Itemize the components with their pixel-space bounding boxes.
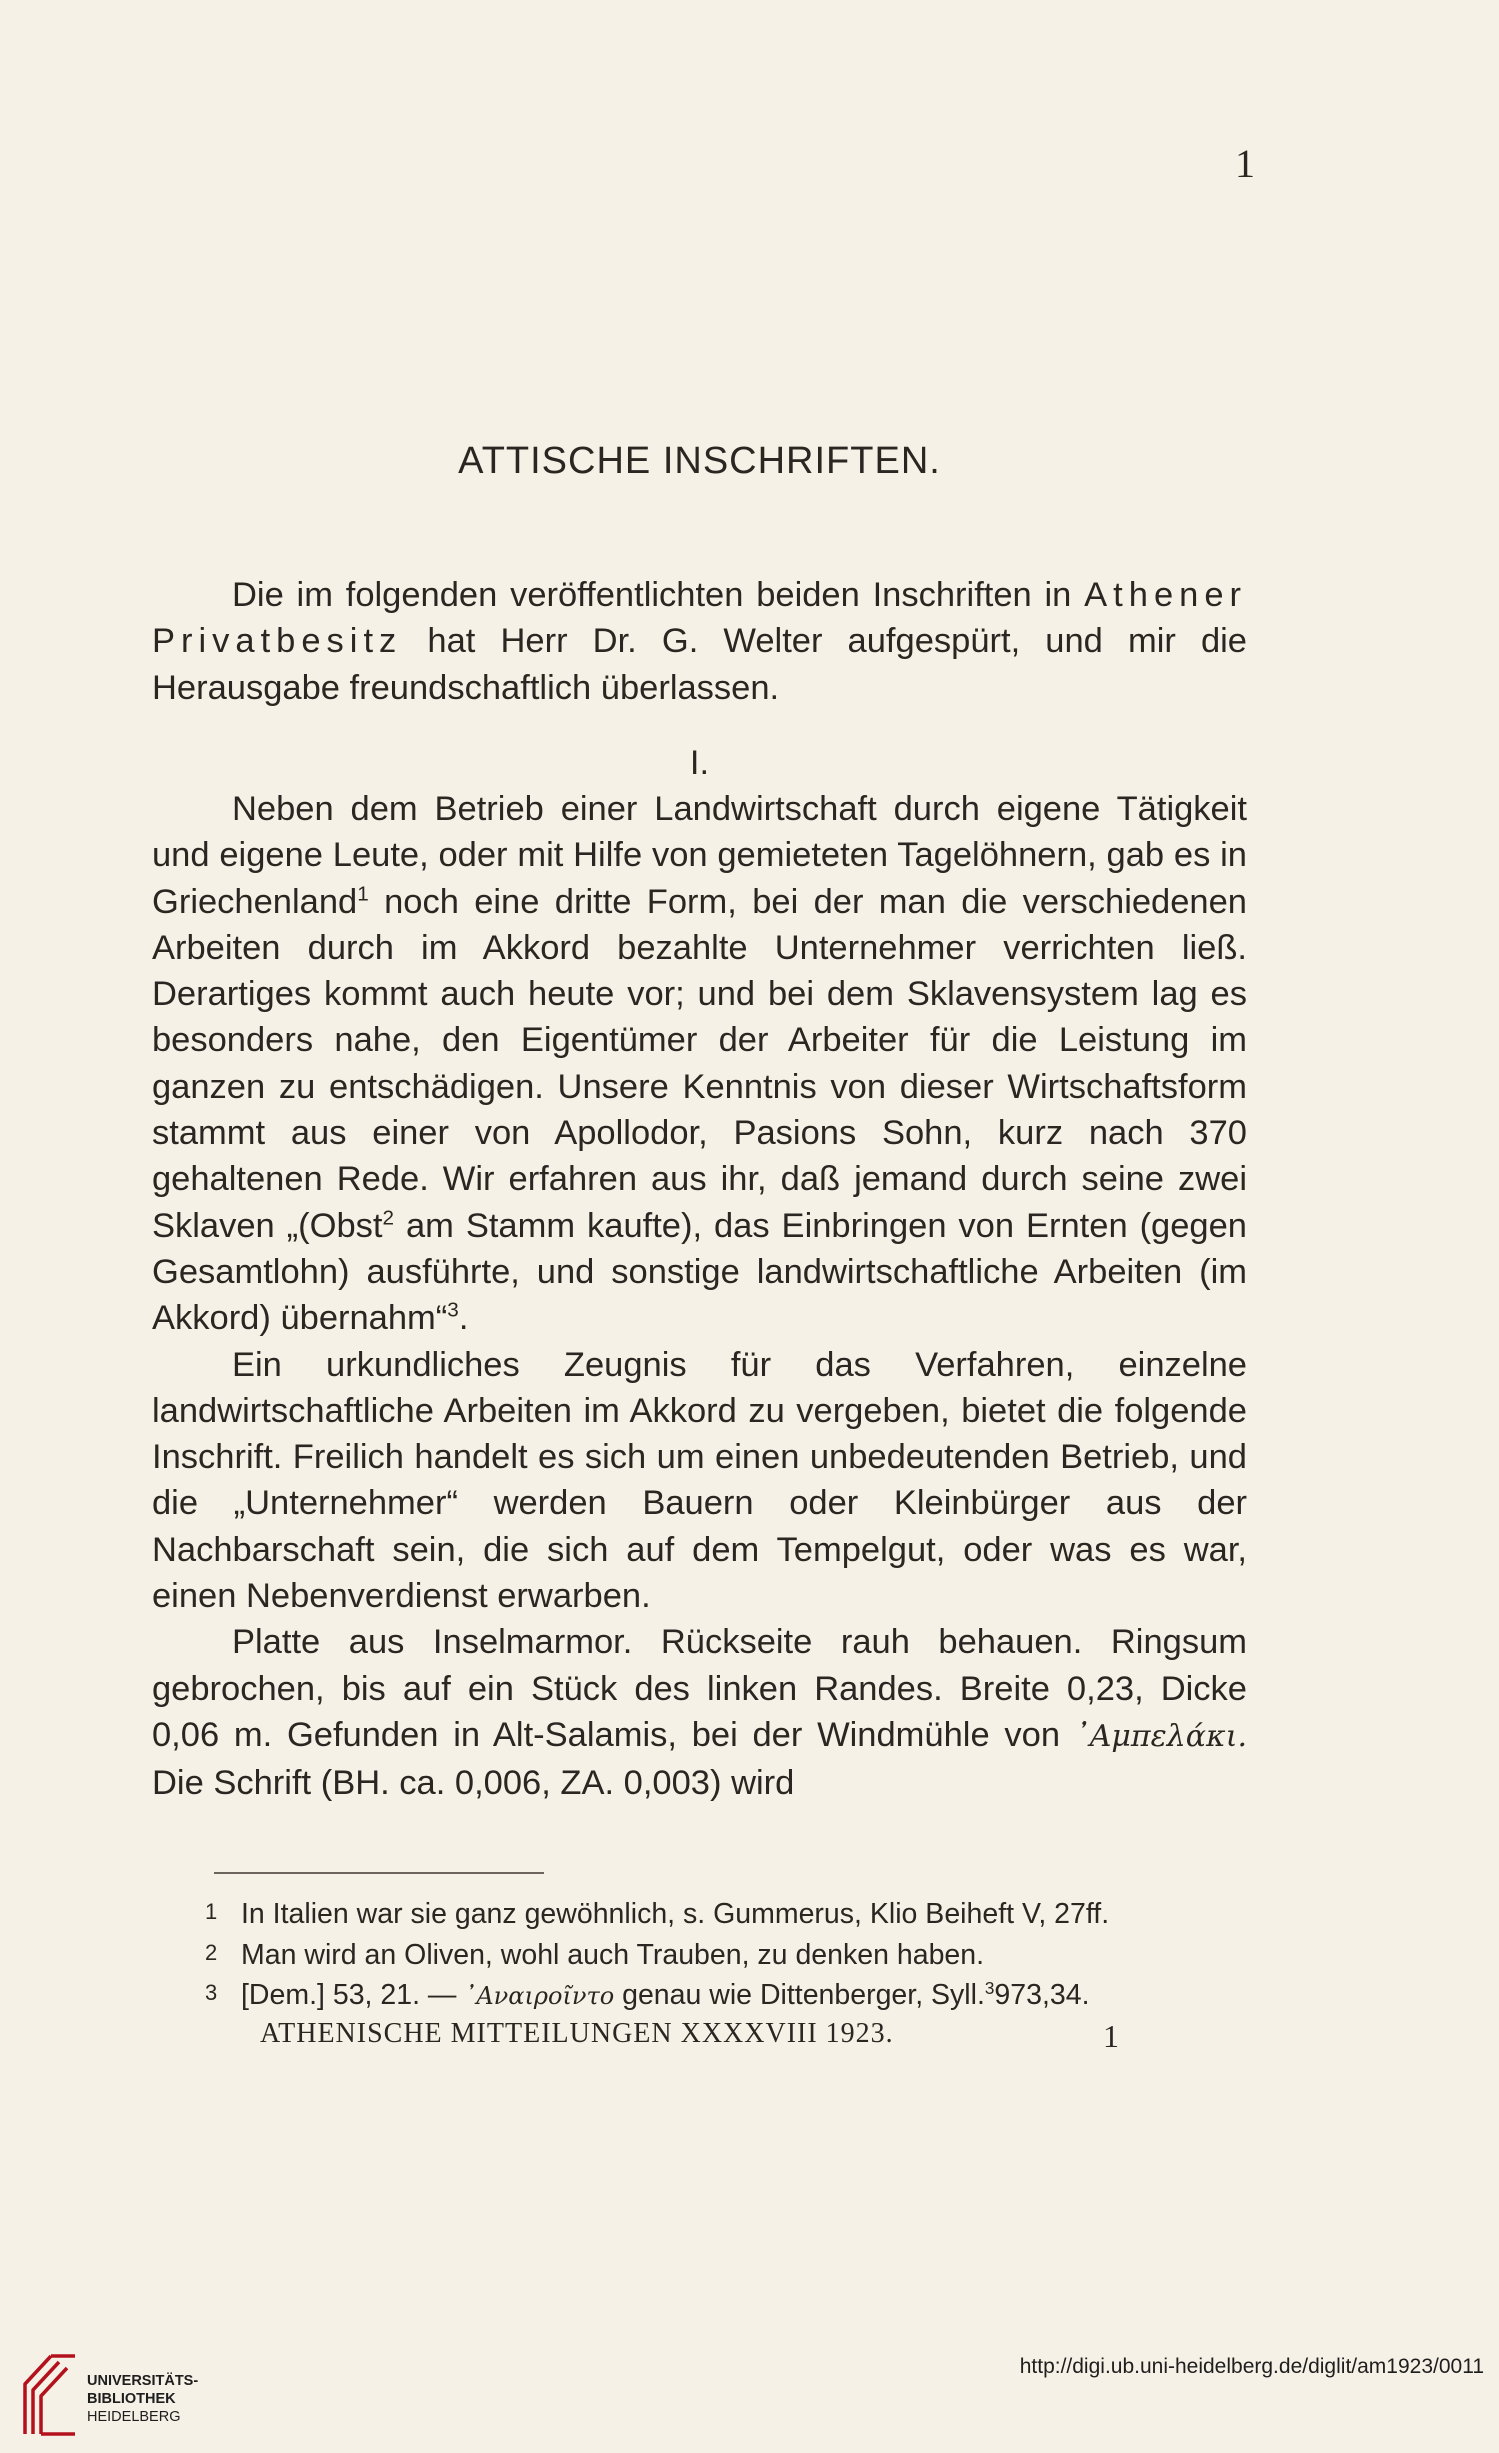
footnote-ref-1[interactable]: 1 <box>357 882 369 906</box>
p1-a: Neben dem Betrieb einer Landwirtschaft durch eigene Tätigkeit und eigene Leute, oder mit Hilfe von gemieteten Tagelöhnern, gab es in Griechenland <box>152 790 1247 921</box>
library-name <box>87 2372 198 2426</box>
footnote-text: In Italien war sie ganz gewöhnlich, s. Gummerus, Klio Beiheft V, 27ff. <box>241 1898 1110 1930</box>
footnote-text-c: 973,34. <box>994 1979 1090 2011</box>
footnote-ref-3[interactable]: 3 <box>447 1298 459 1322</box>
footnote-text-b: genau wie Dittenberger, Syll. <box>614 1979 985 2011</box>
p1-c: am Stamm kaufte), das Einbringen von Ernten (gegen Gesamtlohn) ausführte, und sonstige landwirtschaftliche Arbeiten (im Akkord) übernahm“ <box>152 1206 1247 1338</box>
footnote-text-a: [Dem.] 53, 21. — <box>241 1979 465 2011</box>
footnote-1 <box>205 1893 1265 1934</box>
page-number-top: 1 <box>1235 141 1255 186</box>
sheet-number: 1 <box>1103 2018 1120 2054</box>
page-title: ATTISCHE INSCHRIFTEN. <box>458 440 941 482</box>
footnote-number: 2 <box>205 1939 218 1965</box>
greek-place-name: ᾿Αμπελάκι. <box>1074 1718 1247 1754</box>
intro-paragraph <box>152 572 1247 711</box>
source-url-link[interactable]: http://digi.ub.uni-heidelberg.de/diglit/am1923/0011 <box>1019 2355 1484 2378</box>
footnote-ref-2[interactable]: 2 <box>382 1206 395 1230</box>
journal-footer <box>260 2018 1250 2054</box>
paragraph-3 <box>152 1619 1247 1806</box>
journal-title: ATHENISCHE MITTEILUNGEN XXXXVIII 1923. <box>260 2018 894 2049</box>
library-logo-icon <box>15 2350 85 2440</box>
intro-part1: Die im folgenden veröffentlichten beiden Inschriften in <box>232 576 1085 614</box>
p3-a: Platte aus Inselmarmor. Rückseite rauh behauen. Ringsum gebrochen, bis auf ein Stück des linken Randes. Breite 0,23, Dicke 0,06 m. Gefunden in Alt-Salamis, bei der Windmühle von <box>152 1623 1247 1754</box>
footnote-edition-sup: 3 <box>984 1978 995 1998</box>
paragraph-1 <box>152 786 1247 1342</box>
p3-b: Die Schrift (BH. ca. 0,006, ZA. 0,003) wird <box>152 1764 795 1803</box>
footnote-number: 1 <box>205 1899 218 1924</box>
p1-d: . <box>458 1299 469 1338</box>
library-logo[interactable] <box>15 2350 215 2440</box>
footnotes <box>205 1893 1265 2016</box>
footnote-3 <box>205 1974 1265 2016</box>
footnote-greek: ᾿Αναιροῖντο <box>464 1982 615 2010</box>
footnote-2 <box>205 1934 1265 1975</box>
intro-spaced: Athener Privatbesitz <box>152 576 1247 661</box>
section-one <box>152 740 1247 1807</box>
intro-text <box>152 572 1247 711</box>
intro-part2: hat Herr Dr. G. Welter aufgespürt, und mir die Herausgabe freundschaftlich überlassen. <box>152 622 1247 707</box>
paragraph-2: Ein urkundliches Zeugnis für das Verfahren, einzelne landwirtschaftliche Arbeiten im Akkord zu vergeben, bietet die folgende Inschrift. Freilich handelt es sich um einen unbedeutenden Betrieb, und die „Unternehmer“ werden Bauern oder Kleinbürger aus der Nachbarschaft sein, die sich auf dem Tempelgut, oder was es war, einen Nebenverdienst erwarben. <box>152 1345 1247 1616</box>
library-name-line-1: UNIVERSITÄTS- <box>87 2373 199 2389</box>
p1-b: noch eine dritte Form, bei der man die verschiedenen Arbeiten durch im Akkord bezahlte Unternehmer verrichten ließ. Derartiges kommt auch heute vor; und bei dem Sklavensystem lag es besonders nahe, den Eigentümer der Arbeiter für die Leistung im ganzen zu entschädigen. Unsere Kenntnis von dieser Wirtschaftsform stammt aus einer von Apollodor, Pasions Sohn, kurz nach 370 gehaltenen Rede. Wir erfahren aus ihr, daß jemand durch seine zwei Sklaven „(Obst <box>152 882 1247 1245</box>
library-name-line-3: HEIDELBERG <box>87 2409 181 2425</box>
footnote-rule <box>214 1872 544 1874</box>
library-name-line-2: BIBLIOTHEK <box>87 2391 176 2407</box>
footnote-number: 3 <box>205 1980 218 2005</box>
section-numeral: I. <box>689 744 710 782</box>
footnote-text: Man wird an Oliven, wohl auch Trauben, zu denken haben. <box>241 1938 985 1971</box>
